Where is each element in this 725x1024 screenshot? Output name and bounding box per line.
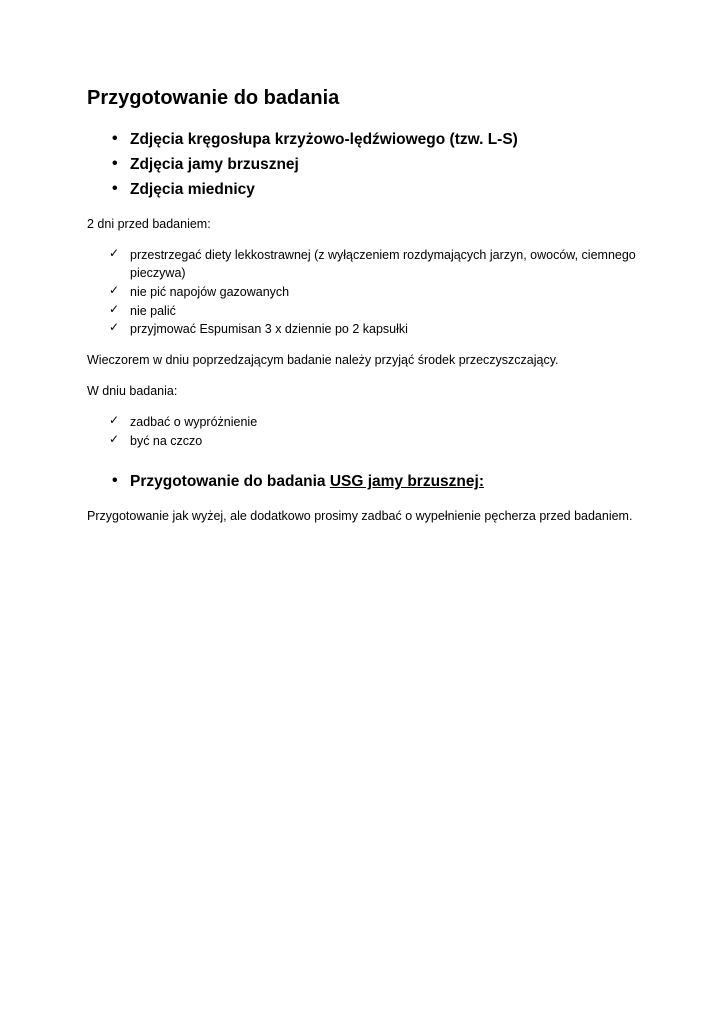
bullet-icon: • xyxy=(112,472,118,489)
bullet-icon: • xyxy=(112,155,118,172)
exam-item-label: Zdjęcia jamy brzusznej xyxy=(130,156,299,173)
check-icon: ✓ xyxy=(109,302,120,316)
checklist-item-label: nie palić xyxy=(130,304,176,318)
check-icon: ✓ xyxy=(109,432,120,446)
bullet-icon: • xyxy=(112,130,118,147)
usg-note: Przygotowanie jak wyżej, ale dodatkowo prosimy zadbać o wypełnienie pęcherza przed badaniem. xyxy=(87,509,633,523)
check-icon: ✓ xyxy=(109,283,120,297)
exam-item-label: Zdjęcia kręgosłupa krzyżowo-lędźwiowego (tzw. L-S) xyxy=(130,131,518,148)
checklist-item-label: przyjmować Espumisan 3 x dziennie po 2 kapsułki xyxy=(130,322,408,336)
page-title: Przygotowanie do badania xyxy=(87,87,340,109)
check-icon: ✓ xyxy=(109,246,120,260)
checklist-item-label: być na czczo xyxy=(130,434,203,448)
check-icon: ✓ xyxy=(109,320,120,334)
checklist-item-label: zadbać o wypróżnienie xyxy=(130,415,258,429)
evening-note: Wieczorem w dniu poprzedzającym badanie należy przyjąć środek przeczyszczający. xyxy=(87,353,559,367)
usg-heading-underlined: USG jamy brzusznej: xyxy=(329,473,484,490)
checklist-item-label: przestrzegać diety lekkostrawnej (z wyłączeniem rozdymających jarzyn, owoców, ciemnego pieczywa) xyxy=(130,248,636,280)
two-days-before-heading: 2 dni przed badaniem: xyxy=(87,217,211,231)
bullet-icon: • xyxy=(112,180,118,197)
exam-day-heading: W dniu badania: xyxy=(87,384,178,398)
check-icon: ✓ xyxy=(109,413,120,427)
usg-heading-prefix: Przygotowanie do badania xyxy=(130,473,330,490)
checklist-item-label: nie pić napojów gazowanych xyxy=(130,285,290,299)
exam-item-label: Zdjęcia miednicy xyxy=(130,181,255,198)
